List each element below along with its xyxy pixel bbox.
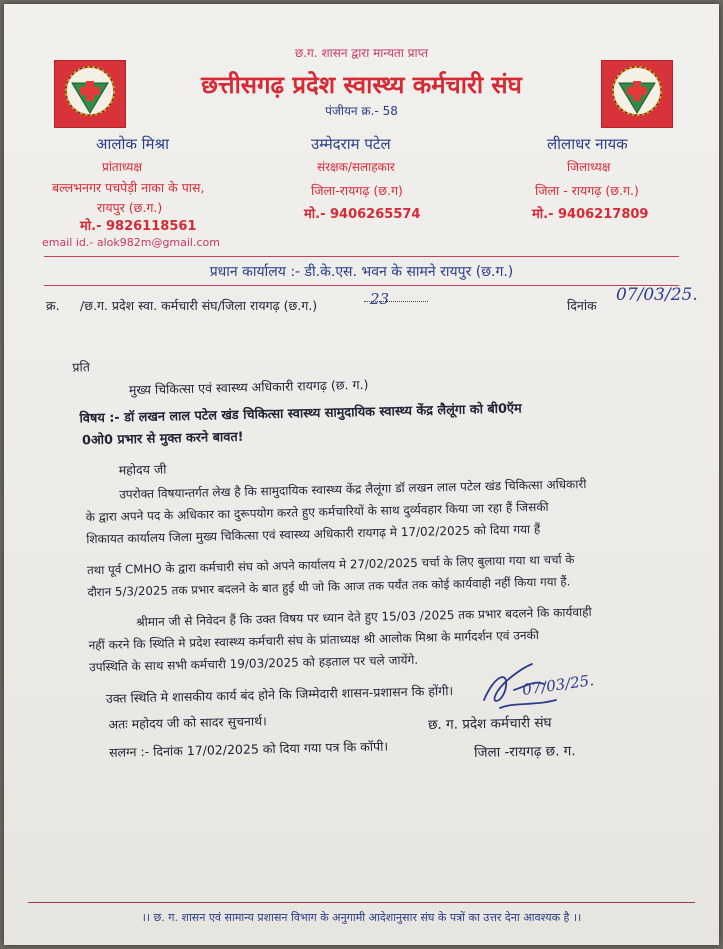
paragraph-1-line-1: उपरोक्त विषयान्तर्गत लेख है कि सामुदायिक स्वास्थ्य केंद्र लैलूंगा डॉ लखन लाल पटेल खंड चिकित्सा अधिकारी xyxy=(119,476,587,502)
organization-name: छत्तीसगढ़ प्रदेश स्वास्थ्य कर्मचारी संघ xyxy=(201,71,522,99)
footer-note: ।। छ. ग. शासन एवं सामान्य प्रशासन विभाग के अनुगामी आदेशानुसार संघ के पत्रों का उत्तर देना आवश्यक है ।। xyxy=(141,911,582,924)
official-mobile-1: मो.- 9826118561 xyxy=(80,219,197,234)
paragraph-2-line-1: तथा पूर्व CMHO के द्वारा कर्मचारी संघ को अपने कार्यालय मे 27/02/2025 चर्चा के लिए बुलाया गया था चर्चा के xyxy=(86,552,575,578)
official-mobile-2: मो.- 9406265574 xyxy=(304,207,421,222)
official-address-1b: रायपुर (छ.ग.) xyxy=(97,200,163,215)
official-mobile-3: मो.- 9406217809 xyxy=(532,207,649,222)
official-name-2: उम्मेदराम पटेल xyxy=(311,135,391,153)
official-post-1: प्रांताध्यक्ष xyxy=(102,160,142,174)
recipient: मुख्य चिकित्सा एवं स्वास्थ्य अधिकारी रायगढ़ (छ. ग.) xyxy=(128,376,369,398)
closing-line: अतः महोदय जी को सादर सुचनार्थ। xyxy=(108,713,267,732)
official-address-1a: बल्लभनगर पचपेड़ी नाका के पास, xyxy=(52,180,205,195)
subject-line-2: 0ओ0 प्रभार से मुक्त करने बावत! xyxy=(81,429,244,449)
subject-line-1: विषय :- डॉ लखन लाल पटेल खंड चिकित्सा स्वास्थ्य सामुदायिक स्वास्थ्य केंद्र लैलूंगा को बी0ऍम xyxy=(79,401,522,427)
letter-body xyxy=(4,4,719,945)
date-label: दिनांक xyxy=(567,298,597,313)
salutation: महोदय जी xyxy=(118,461,167,478)
reference-prefix: क्र. xyxy=(46,298,60,313)
email-address: email id.- alok982m@gmail.com xyxy=(42,236,220,249)
footer-divider xyxy=(28,902,695,903)
paragraph-3-line-2: नहीं करने कि स्थिति मे प्रदेश स्वास्थ्य कर्मचारी संघ के प्रांताध्यक्ष श्री आलोक मिश्रा के मार्गदर्शन एवं उनकी xyxy=(88,628,540,653)
letter-date: 07/03/25. xyxy=(616,285,698,305)
registration-number: पंजीयन क्र.- 58 xyxy=(325,104,398,118)
signatory-line-1: छ. ग. प्रदेश कर्मचारी संघ xyxy=(427,714,552,734)
letter-page xyxy=(4,4,719,945)
recognition-text: छ.ग. शासन द्वारा मान्यता प्राप्त xyxy=(294,46,429,60)
official-name-1: आलोक मिश्रा xyxy=(96,135,170,153)
paragraph-4: उक्त स्थिति मे शासकीय कार्य बंद होने कि जिम्मेदारी शासन-प्रशासन कि होंगी। xyxy=(105,683,454,706)
official-post-3: जिलाध्यक्ष xyxy=(567,160,611,174)
reference-number: 23 xyxy=(370,290,390,308)
head-office-address: प्रधान कार्यालय :- डी.के.एस. भवन के सामने रायपुर (छ.ग.) xyxy=(209,264,514,280)
paragraph-3-line-3: उपस्थिति के साथ सभी कर्मचारी 19/03/2025 को हड़ताल पर चले जायेंगे. xyxy=(89,652,419,675)
reference-text: /छ.ग. प्रदेश स्वा. कर्मचारी संघ/जिला रायगढ़ (छ.ग.) xyxy=(80,298,318,313)
signature-date: 07/03/25. xyxy=(521,671,596,699)
paragraph-1-line-3: शिकायत कार्यालय जिला मुख्य चिकित्सा एवं स्वास्थ्य अधिकारी रायगढ़ मे 17/02/2025 को दिया गया हैं xyxy=(86,522,541,547)
official-name-3: लीलाधर नायक xyxy=(547,135,628,153)
paragraph-2-line-2: दौरान 5/3/2025 तक प्रभार बदलने के बात हुई थी जो कि आज तक पर्यंत तक कोई कार्यवाही नहीं किया गया हैं. xyxy=(87,574,571,600)
signatory-line-2: जिला -रायगढ़ छ. ग. xyxy=(473,743,576,761)
official-address-3: जिला - रायगढ़ (छ.ग.) xyxy=(535,183,639,198)
official-address-2: जिला-रायगढ़ (छ.ग) xyxy=(311,183,403,198)
paragraph-1-line-2: के द्वारा अपने पद के अधिकार का दुरूपयोग करते हुए कर्मचारियों के साथ दुर्व्यवहार किया जा रहा हैं जिसकी xyxy=(85,499,549,525)
enclosure-line: सलग्न :- दिनांक 17/02/2025 को दिया गया पत्र कि कॉपी। xyxy=(108,738,389,760)
to-label: प्रति xyxy=(72,359,91,375)
paragraph-3-line-1: श्रीमान जी से निवेदन हैं कि उक्त विषय पर ध्यान देते हुए 15/03 /2025 तक प्रभार बदलने कि कार्यवाही xyxy=(136,604,592,630)
official-post-2: संरक्षक/सलाहकार xyxy=(317,160,395,174)
